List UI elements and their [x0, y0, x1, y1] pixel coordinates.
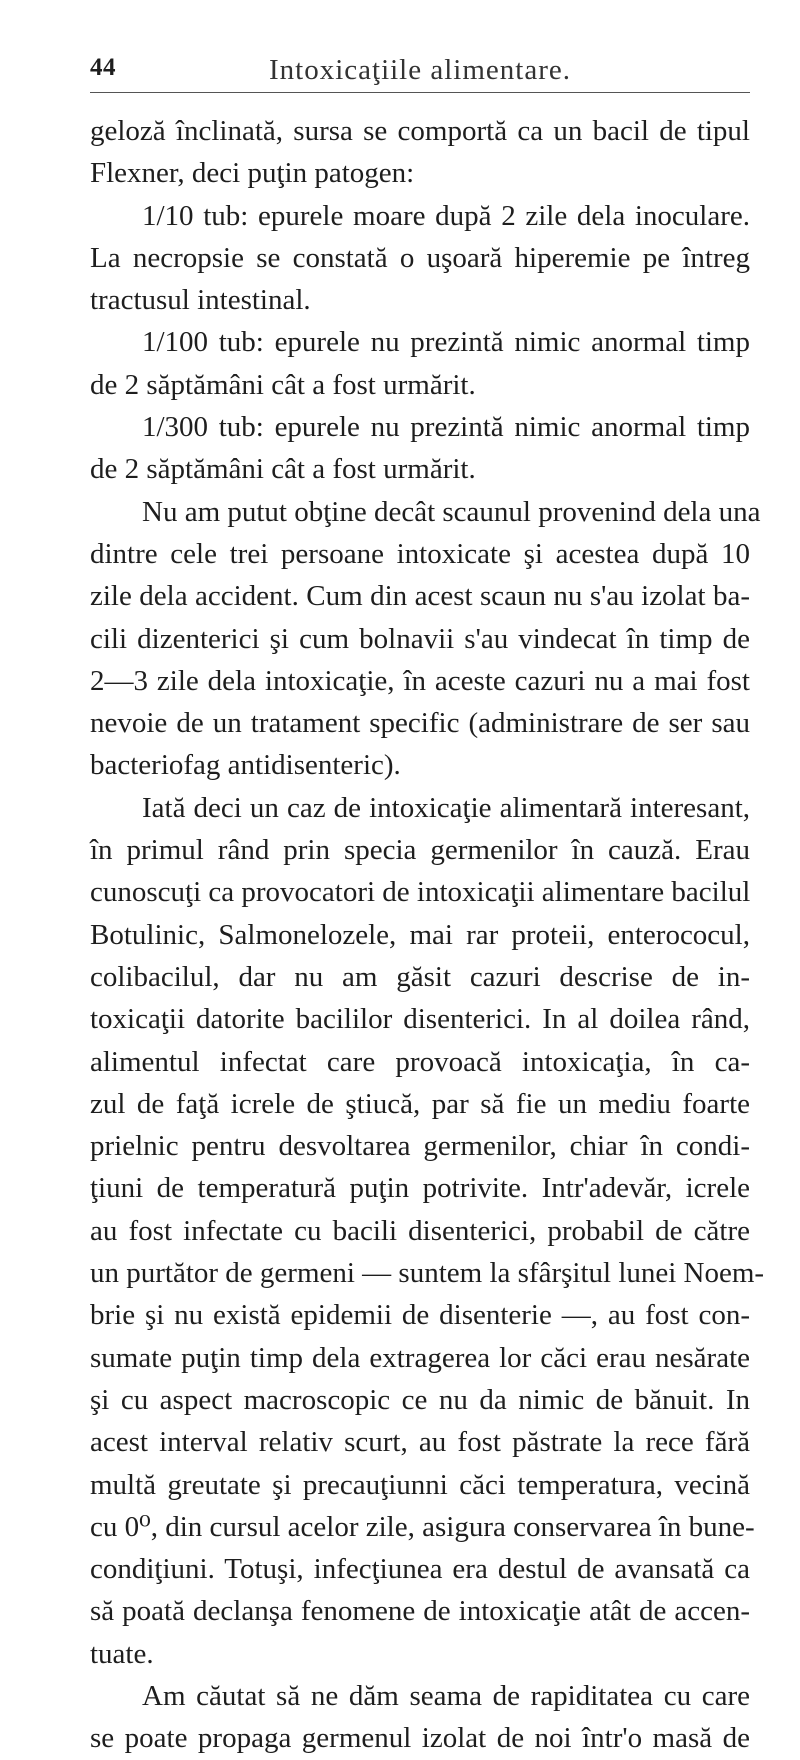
text-line: în primul rând prin specia germenilor în cauză. Erau — [90, 834, 750, 867]
header-rule — [90, 92, 750, 93]
text-line: Botulinic, Salmonelozele, mai rar proteii, enterococul, — [90, 918, 750, 951]
text-line: nevoie de un tratament specific (administrare de ser sau — [90, 707, 750, 740]
text-line: cili dizenterici şi cum bolnavii s'au vindecat în timp de — [90, 622, 750, 655]
text-line: Flexner, deci puţin patogen: — [90, 157, 415, 190]
text-line: geloză înclinată, sursa se comportă ca un bacil de tipul — [90, 115, 750, 147]
page-number: 44 — [90, 54, 116, 81]
text-line: un purtător de germeni — suntem la sfârşitul lunei Noem- — [90, 1257, 765, 1290]
text-line: să poată declanşa fenomene de intoxicaţie atât de accen- — [90, 1595, 750, 1628]
text-line: ţiuni de temperatură puţin potrivite. Intr'adevăr, icrele — [90, 1172, 750, 1205]
text-line: Am căutat să ne dăm seama de rapiditatea cu care — [142, 1679, 750, 1712]
text-line: La necropsie se constată o uşoară hiperemie pe întreg — [90, 241, 750, 274]
text-line: bacteriofag antidisenteric). — [90, 749, 401, 782]
text-line: cu 0⁰, din cursul acelor zile, asigura conservarea în bune- — [90, 1510, 755, 1543]
text-line: dintre cele trei persoane intoxicate şi acestea după 10 — [90, 537, 750, 570]
text-line: cunoscuţi ca provocatori de intoxicaţii alimentare bacilul — [90, 876, 751, 909]
text-line: sumate puţin timp dela extragerea lor căci erau nesărate — [90, 1341, 750, 1374]
text-line: tractusul intestinal. — [90, 284, 311, 317]
body-text — [90, 110, 765, 1760]
text-line: acest interval relativ scurt, au fost păstrate la rece fără — [90, 1426, 750, 1459]
text-line: prielnic pentru desvoltarea germenilor, chiar în condi- — [90, 1130, 750, 1163]
text-line: Iată deci un caz de intoxicaţie alimentară interesant, — [142, 791, 750, 824]
text-line: brie şi nu există epidemii de disenterie —, au fost con- — [90, 1299, 750, 1332]
text-line: 1/10 tub: epurele moare după 2 zile dela inoculare. — [142, 199, 750, 232]
text-line: Nu am putut obţine decât scaunul provenind dela una — [142, 495, 761, 528]
text-line: 1/100 tub: epurele nu prezintă nimic anormal timp — [142, 326, 750, 359]
text-line: condiţiuni. Totuşi, infecţiunea era destul de avansată ca — [90, 1553, 750, 1586]
text-line: se poate propaga germenul izolat de noi într'o masă de — [90, 1722, 750, 1755]
text-line: 1/300 tub: epurele nu prezintă nimic anormal timp — [142, 411, 750, 444]
text-line: tuate. — [90, 1637, 154, 1670]
text-line: de 2 săptămâni cât a fost urmărit. — [90, 368, 476, 401]
text-line: multă greutate şi precauţiunni căci temperatura, vecină — [90, 1468, 750, 1501]
text-line: colibacilul, dar nu am găsit cazuri descrise de in- — [90, 960, 750, 993]
text-line: zile dela accident. Cum din acest scaun nu s'au izolat ba- — [90, 580, 750, 613]
text-line: alimentul infectat care provoacă intoxicaţia, în ca- — [90, 1045, 750, 1078]
text-line: şi cu aspect macroscopic ce nu da nimic de bănuit. In — [90, 1383, 750, 1416]
running-title: Intoxicaţiile alimentare. — [269, 54, 571, 86]
text-line: zul de faţă icrele de ştiucă, par să fie un mediu foarte — [90, 1087, 750, 1120]
page-header — [90, 54, 750, 94]
text-line: de 2 săptămâni cât a fost urmărit. — [90, 453, 476, 486]
text-line: 2—3 zile dela intoxicaţie, în aceste cazuri nu a mai fost — [90, 664, 750, 697]
text-line: au fost infectate cu bacili disenterici, probabil de către — [90, 1214, 750, 1247]
text-line: toxicaţii datorite bacililor disenterici. In al doilea rând, — [90, 1003, 750, 1036]
